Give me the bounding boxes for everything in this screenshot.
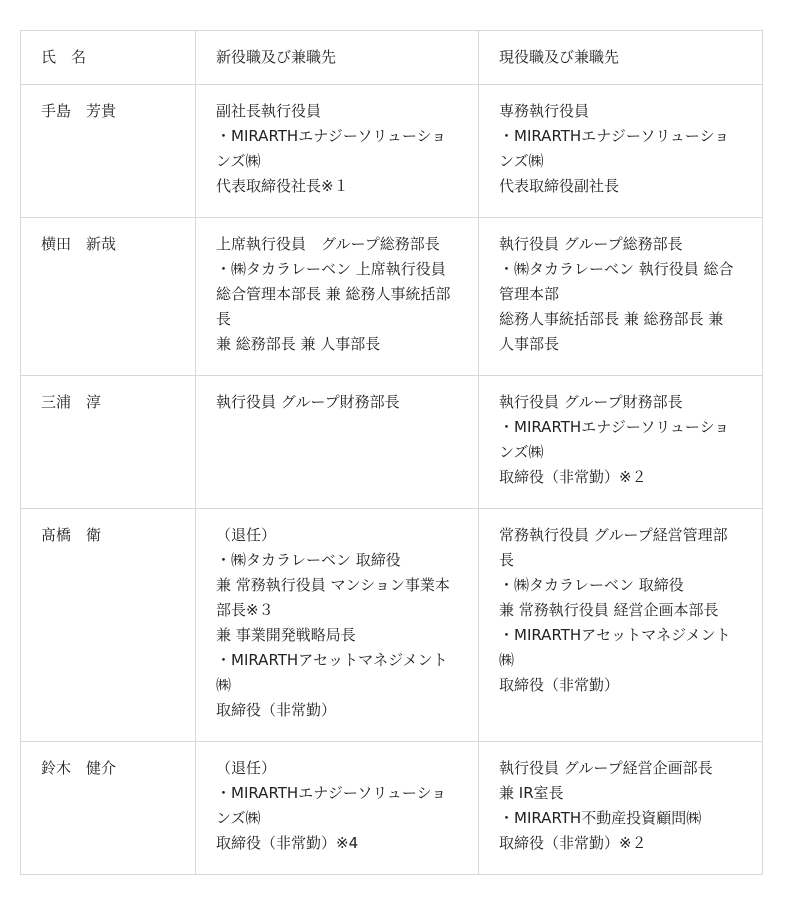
position-line: ・㈱タカラレーベン 取締役	[499, 576, 684, 594]
table-row	[21, 85, 763, 218]
position-line: 代表取締役副社長	[499, 177, 620, 195]
header-name: 氏 名	[21, 31, 196, 85]
header-new-position: 新役職及び兼職先	[196, 31, 479, 85]
position-line: 執行役員 グループ総務部長	[499, 235, 683, 253]
current-position-cell	[479, 742, 763, 875]
new-position-cell	[196, 509, 479, 742]
table-header-row	[21, 31, 763, 85]
position-line: ・MIRARTHエナジーソリューションズ㈱	[499, 418, 730, 461]
position-line: （退任）	[216, 526, 277, 544]
position-line: 取締役（非常勤）※２	[499, 468, 647, 486]
name-cell: 鈴木 健介	[21, 742, 196, 875]
table-row	[21, 376, 763, 509]
name-cell: 横田 新哉	[21, 218, 196, 376]
new-position-cell	[196, 85, 479, 218]
position-line: 取締役（非常勤）	[499, 676, 620, 694]
new-position-cell	[196, 376, 479, 509]
position-line: 執行役員 グループ財務部長	[499, 393, 683, 411]
position-line: ・MIRARTH不動産投資顧問㈱	[499, 809, 702, 827]
position-line: 専務執行役員	[499, 102, 590, 120]
position-line: （退任）	[216, 759, 277, 777]
new-position-cell	[196, 742, 479, 875]
position-line: ・㈱タカラレーベン 上席執行役員	[216, 260, 446, 278]
position-line: 兼 事業開発戦略局長	[216, 626, 356, 644]
document	[20, 30, 762, 875]
position-line: ・MIRARTHアセットマネジメント㈱	[216, 651, 448, 694]
position-line: ・MIRARTHエナジーソリューションズ㈱	[216, 127, 447, 170]
current-position-cell	[479, 509, 763, 742]
position-line: 兼 IR室長	[499, 784, 564, 802]
position-line: 常務執行役員 グループ経営管理部長	[499, 526, 728, 569]
table-row	[21, 218, 763, 376]
current-position-cell	[479, 218, 763, 376]
current-position-cell	[479, 376, 763, 509]
position-line: 取締役（非常勤）※２	[499, 834, 647, 852]
header-current-position: 現役職及び兼職先	[479, 31, 763, 85]
position-line: 執行役員 グループ財務部長	[216, 393, 400, 411]
name-cell: 三浦 淳	[21, 376, 196, 509]
position-line: ・MIRARTHエナジーソリューションズ㈱	[216, 784, 447, 827]
position-line: ・MIRARTHアセットマネジメント㈱	[499, 626, 731, 669]
position-line: 兼 総務部長 兼 人事部長	[216, 335, 381, 353]
position-line: 副社長執行役員	[216, 102, 322, 120]
name-cell: 髙橋 衛	[21, 509, 196, 742]
name-cell: 手島 芳貴	[21, 85, 196, 218]
position-line: 総合管理本部長 兼 総務人事統括部長	[216, 285, 451, 328]
table-row	[21, 509, 763, 742]
current-position-cell	[479, 85, 763, 218]
position-line: 取締役（非常勤）※4	[216, 834, 359, 852]
position-line: 総務人事統括部長 兼 総務部長 兼 人事部長	[499, 310, 724, 353]
position-line: 取締役（非常勤）	[216, 701, 337, 719]
position-line: 代表取締役社長※１	[216, 177, 349, 195]
position-line: 執行役員 グループ経営企画部長	[499, 759, 713, 777]
table-row	[21, 742, 763, 875]
new-position-cell	[196, 218, 479, 376]
position-line: ・㈱タカラレーベン 取締役	[216, 551, 401, 569]
position-line: ・MIRARTHエナジーソリューションズ㈱	[499, 127, 730, 170]
executive-change-table	[20, 30, 763, 875]
position-line: 兼 常務執行役員 マンション事業本部長※３	[216, 576, 450, 619]
position-line: ・㈱タカラレーベン 執行役員 総合管理本部	[499, 260, 734, 303]
position-line: 上席執行役員 グループ総務部長	[216, 235, 440, 253]
position-line: 兼 常務執行役員 経営企画本部長	[499, 601, 719, 619]
